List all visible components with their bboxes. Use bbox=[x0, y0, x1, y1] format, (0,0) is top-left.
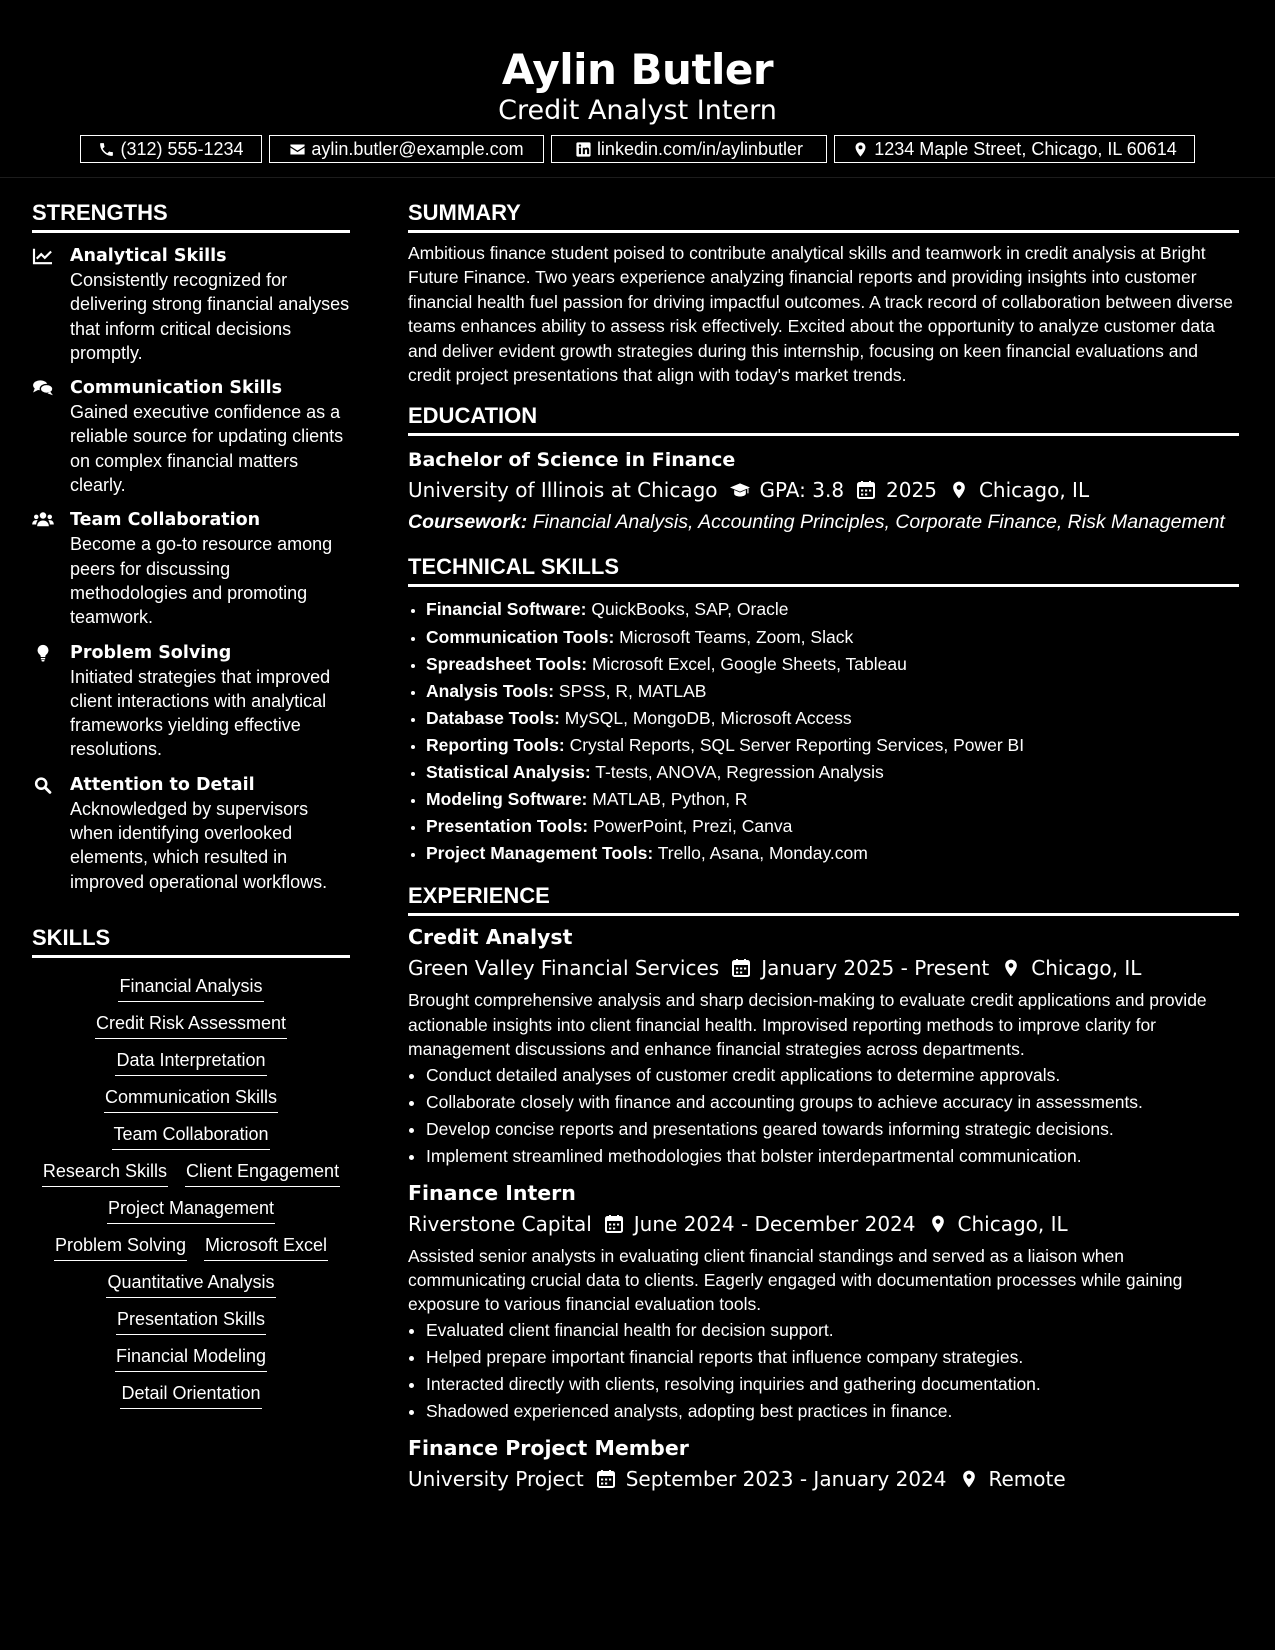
tech-skill-value: Microsoft Excel, Google Sheets, Tableau bbox=[591, 653, 907, 674]
strength-desc: Gained executive confidence as a reliable source for updating clients on complex financial matters clearly. bbox=[70, 402, 344, 496]
users-icon bbox=[32, 511, 54, 529]
strength-item bbox=[32, 773, 350, 894]
tech-skill-label: Analysis Tools: bbox=[426, 680, 555, 701]
job-title: Credit Analyst bbox=[408, 925, 573, 950]
job-dates: January 2025 - Present bbox=[761, 956, 990, 981]
education-meta bbox=[408, 476, 1239, 504]
skill-tag: Data Interpretation bbox=[115, 1049, 266, 1076]
candidate-name: Aylin Butler bbox=[501, 45, 774, 94]
map-marker-icon bbox=[928, 1214, 948, 1234]
calendar-icon bbox=[856, 480, 876, 500]
right-column bbox=[408, 196, 1239, 1493]
strength-desc: Acknowledged by supervisors when identifying overlooked elements, which resulted in improved operational workflows. bbox=[70, 798, 328, 892]
experience-heading: EXPERIENCE bbox=[408, 879, 1239, 916]
school-name: University of Illinois at Chicago bbox=[408, 478, 718, 503]
job-meta bbox=[408, 954, 1239, 982]
job-description: Assisted senior analysts in evaluating client financial standings and served as a liaison when communicating crucial data to clients. Eagerly engaged with documentation processes while gaining exposure to various financial evaluation tools. bbox=[408, 1245, 1183, 1315]
job-location: Chicago, IL bbox=[957, 1211, 1068, 1236]
list-item bbox=[426, 596, 1239, 623]
list-item: • Implement streamlined methodologies that bolster interdepartmental communication. bbox=[426, 1143, 1239, 1170]
company-name: Riverstone Capital bbox=[408, 1211, 592, 1236]
strength-title: Attention to Detail bbox=[70, 774, 255, 795]
tech-skill-label: Project Management Tools: bbox=[426, 843, 654, 864]
job-title: Finance Intern bbox=[408, 1180, 576, 1205]
job-bullets bbox=[408, 1317, 1239, 1425]
linkedin-text: linkedin.com/in/aylinbutler bbox=[596, 139, 804, 159]
graduation-year: 2025 bbox=[886, 478, 937, 503]
comments-icon bbox=[32, 379, 54, 397]
calendar-icon bbox=[596, 1469, 616, 1489]
skill-tag: Quantitative Analysis bbox=[106, 1271, 275, 1298]
strength-title: Team Collaboration bbox=[70, 510, 261, 531]
job-meta bbox=[408, 1465, 1239, 1493]
technical-skills-heading: TECHNICAL SKILLS bbox=[408, 550, 1239, 587]
candidate-title: Credit Analyst Intern bbox=[498, 95, 777, 126]
skill-tag: Microsoft Excel bbox=[204, 1234, 328, 1261]
strength-desc: Become a go-to resource among peers for discussing methodologies and promoting teamwork. bbox=[70, 534, 333, 628]
list-item: • Collaborate closely with finance and accounting groups to achieve accuracy in assessments. bbox=[426, 1089, 1239, 1116]
linkedin-chip[interactable] bbox=[551, 135, 827, 163]
list-item bbox=[426, 651, 1239, 678]
email-text: aylin.butler@example.com bbox=[311, 139, 524, 159]
summary-heading: SUMMARY bbox=[408, 196, 1239, 233]
strength-item bbox=[32, 244, 350, 365]
resume-header bbox=[0, 0, 1275, 178]
job-meta bbox=[408, 1210, 1239, 1238]
list-item: • Evaluated client financial health for decision support. bbox=[426, 1317, 1239, 1344]
address-text: 1234 Maple Street, Chicago, IL 60614 bbox=[874, 139, 1177, 159]
skill-tag: Client Engagement bbox=[185, 1160, 340, 1187]
strengths-heading: STRENGTHS bbox=[32, 196, 350, 233]
summary-text: Ambitious finance student poised to contribute analytical skills and teamwork in credit analysis at Bright Future Finance. Two years experience analyzing financial reports and providing insights into customer financial health fuel passion for driving impactful outcomes. A track record of collaboration between diverse teams enhances ability to assess risk effectively. Excited about the opportunity to analyze customer data and deliver evident growth strategies during this internship, focusing on keen financial evaluations and credit project presentations that align with today's market trends. bbox=[408, 243, 1233, 386]
coursework-list: Financial Analysis, Accounting Principles, Corporate Finance, Risk Management bbox=[532, 511, 1225, 534]
linkedin-icon bbox=[575, 141, 592, 158]
technical-skills-list bbox=[408, 596, 1239, 867]
job-dates: June 2024 - December 2024 bbox=[633, 1211, 916, 1236]
education-location: Chicago, IL bbox=[978, 478, 1090, 503]
map-marker-icon bbox=[949, 480, 969, 500]
skill-tag: Research Skills bbox=[42, 1160, 168, 1187]
tech-skill-value: T-tests, ANOVA, Regression Analysis bbox=[595, 762, 884, 782]
strength-item bbox=[32, 641, 350, 762]
skill-tags bbox=[32, 958, 350, 1409]
tech-skill-label: Modeling Software: bbox=[426, 789, 588, 810]
phone-icon bbox=[98, 141, 115, 158]
job-bullets bbox=[408, 1062, 1239, 1170]
strength-item bbox=[32, 508, 350, 629]
skill-tag: Team Collaboration bbox=[112, 1123, 269, 1150]
skill-tag: Presentation Skills bbox=[116, 1308, 266, 1335]
left-column bbox=[32, 196, 350, 1409]
tech-skill-value: MATLAB, Python, R bbox=[592, 789, 748, 810]
list-item bbox=[426, 759, 1239, 786]
list-item bbox=[426, 786, 1239, 813]
tech-skill-value: Trello, Asana, Monday.com bbox=[657, 843, 868, 864]
tech-skill-label: Reporting Tools: bbox=[426, 734, 565, 755]
skill-tag: Financial Modeling bbox=[115, 1345, 267, 1372]
list-item bbox=[426, 813, 1239, 840]
list-item: • Develop concise reports and presentations geared towards informing strategic decisions. bbox=[426, 1116, 1239, 1143]
search-icon bbox=[32, 776, 54, 794]
job-dates: September 2023 - January 2024 bbox=[625, 1466, 947, 1491]
map-marker-icon bbox=[959, 1469, 979, 1489]
calendar-icon bbox=[604, 1214, 624, 1234]
list-item bbox=[426, 624, 1239, 651]
company-name: Green Valley Financial Services bbox=[408, 956, 720, 981]
tech-skill-value: QuickBooks, SAP, Oracle bbox=[591, 599, 789, 620]
skill-tag: Financial Analysis bbox=[118, 975, 263, 1002]
coursework bbox=[408, 510, 1239, 534]
education-heading: EDUCATION bbox=[408, 399, 1239, 436]
gpa-text: GPA: 3.8 bbox=[759, 478, 845, 503]
tech-skill-value: SPSS, R, MATLAB bbox=[558, 680, 707, 701]
tech-skill-value: Crystal Reports, SQL Server Reporting Services, Power BI bbox=[569, 734, 1025, 755]
job-description: Brought comprehensive analysis and sharp decision-making to evaluate credit applications and provide actionable insights into client financial health. Improvised reporting methods to improve clarity for management discussions and enhance financial strategies across departments. bbox=[408, 990, 1207, 1060]
skill-tag: Detail Orientation bbox=[120, 1382, 261, 1409]
strength-title: Problem Solving bbox=[70, 642, 232, 663]
strength-desc: Initiated strategies that improved client interactions with analytical frameworks yielding effective resolutions. bbox=[70, 666, 331, 760]
coursework-label: Coursework: bbox=[408, 511, 528, 534]
address-chip[interactable] bbox=[834, 135, 1195, 163]
list-item bbox=[426, 732, 1239, 759]
list-item: • Conduct detailed analyses of customer credit applications to determine approvals. bbox=[426, 1062, 1239, 1089]
tech-skill-label: Communication Tools: bbox=[426, 626, 615, 647]
lightbulb-icon bbox=[32, 644, 54, 662]
map-marker-icon bbox=[1001, 958, 1021, 978]
tech-skill-value: MySQL, MongoDB, Microsoft Access bbox=[564, 707, 852, 728]
email-chip[interactable] bbox=[269, 135, 544, 163]
strength-title: Analytical Skills bbox=[70, 246, 227, 266]
graduation-cap-icon bbox=[730, 480, 750, 500]
list-item: • Shadowed experienced analysts, adopting best practices in finance. bbox=[426, 1398, 1239, 1425]
phone-text: (312) 555-1234 bbox=[120, 139, 244, 159]
list-item: • Helped prepare important financial reports that influence company strategies. bbox=[426, 1344, 1239, 1371]
list-item: • Interacted directly with clients, resolving inquiries and gathering documentation. bbox=[426, 1371, 1239, 1398]
skill-tag: Credit Risk Assessment bbox=[95, 1012, 287, 1039]
strength-item bbox=[32, 376, 350, 497]
job-location: Chicago, IL bbox=[1031, 956, 1142, 981]
map-marker-icon bbox=[852, 141, 869, 158]
envelope-icon bbox=[289, 141, 306, 158]
list-item bbox=[426, 678, 1239, 705]
tech-skill-label: Spreadsheet Tools: bbox=[426, 653, 588, 674]
phone-chip[interactable] bbox=[80, 135, 262, 163]
company-name: University Project bbox=[408, 1466, 584, 1491]
skill-tag: Project Management bbox=[107, 1197, 275, 1224]
strength-desc: Consistently recognized for delivering strong financial analyses that inform critical decisions promptly. bbox=[70, 270, 350, 363]
job-title: Finance Project Member bbox=[408, 1435, 689, 1460]
tech-skill-label: Presentation Tools: bbox=[426, 816, 589, 837]
calendar-icon bbox=[731, 958, 751, 978]
skill-tag: Communication Skills bbox=[104, 1086, 278, 1113]
strength-title: Communication Skills bbox=[70, 378, 283, 399]
chart-line-icon bbox=[32, 247, 54, 265]
tech-skill-label: Financial Software: bbox=[426, 599, 587, 620]
list-item bbox=[426, 705, 1239, 732]
job-location: Remote bbox=[988, 1466, 1066, 1491]
tech-skill-label: Statistical Analysis: bbox=[426, 762, 591, 782]
skills-heading: SKILLS bbox=[32, 921, 350, 958]
tech-skill-value: PowerPoint, Prezi, Canva bbox=[592, 816, 793, 837]
skill-tag: Problem Solving bbox=[54, 1234, 187, 1261]
tech-skill-value: Microsoft Teams, Zoom, Slack bbox=[619, 626, 854, 647]
tech-skill-label: Database Tools: bbox=[426, 707, 560, 728]
degree-title: Bachelor of Science in Finance bbox=[408, 449, 736, 472]
contact-bar bbox=[0, 135, 1275, 163]
list-item bbox=[426, 840, 1239, 867]
